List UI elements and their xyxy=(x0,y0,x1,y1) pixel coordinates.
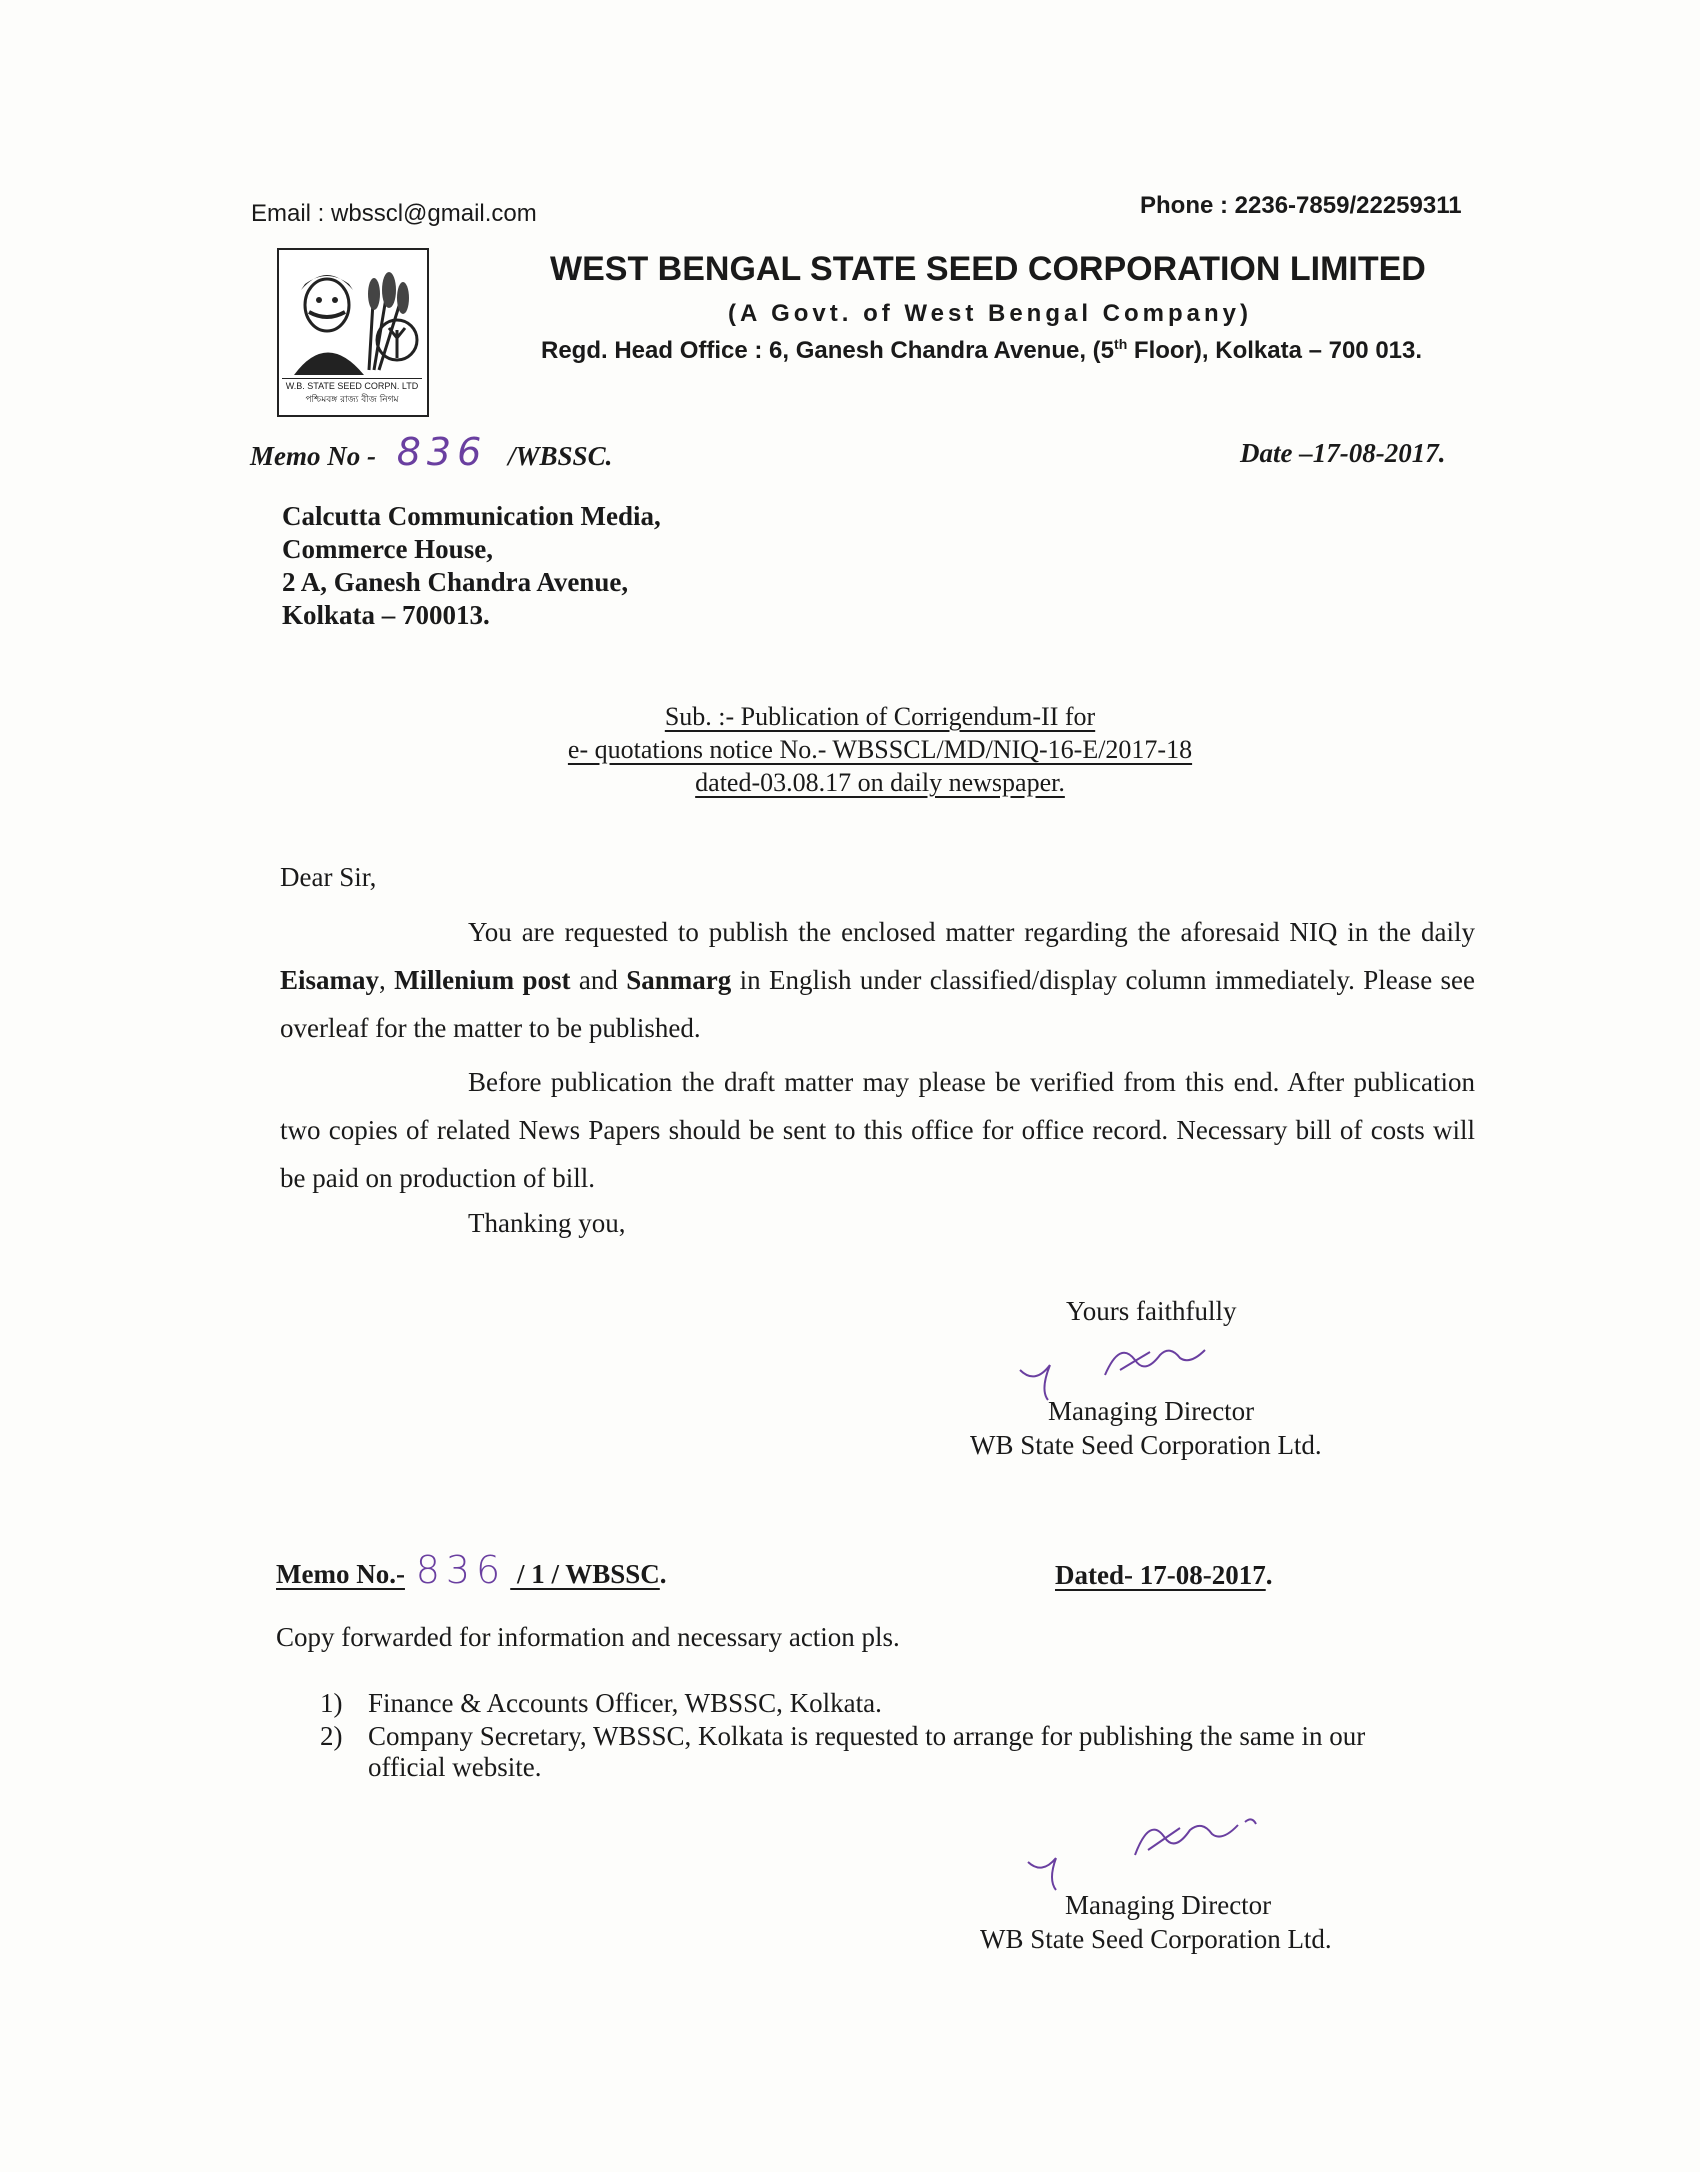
recipient-line: Commerce House, xyxy=(282,534,493,564)
list-item: 1) Finance & Accounts Officer, WBSSC, Kolkata. xyxy=(320,1688,882,1718)
recipient-address xyxy=(282,500,661,632)
copy-memo-dated: Dated- 17-08-2017. xyxy=(1055,1560,1273,1590)
phone-text: Phone : 2236-7859/22259311 xyxy=(1140,192,1462,219)
memo-number-handwritten: 836 xyxy=(396,430,488,474)
signatory-org-2: WB State Seed Corporation Ltd. xyxy=(980,1924,1332,1954)
signature-2-icon xyxy=(1020,1800,1280,1900)
body-paragraph-2: Before publication the draft matter may please be verified from this end. After publication two copies of related News Papers should be sent to this office for office record. Necessary bill of costs will be paid on production of bill. xyxy=(280,1067,1475,1193)
recipient-line: Calcutta Communication Media, xyxy=(282,501,661,531)
newspaper-sanmarg: Sanmarg xyxy=(626,965,732,995)
subject-line: e- quotations notice No.- WBSSCL/MD/NIQ-16-E/2017-18 xyxy=(567,735,1193,764)
memo-line xyxy=(250,430,612,474)
salutation: Dear Sir, xyxy=(280,862,377,892)
farmer-logo-icon xyxy=(279,250,427,380)
recipient-line: 2 A, Ganesh Chandra Avenue, xyxy=(282,567,629,597)
company-name: WEST BENGAL STATE SEED CORPORATION LIMITED xyxy=(550,250,1426,288)
signatory-title-1: Managing Director xyxy=(1048,1396,1255,1426)
list-item: 2) Company Secretary, WBSSC, Kolkata is requested to arrange for publishing the same in our official website. xyxy=(320,1721,1366,1782)
body-paragraph-1: You are requested to publish the enclosed matter regarding the aforesaid NIQ in the daily Eisamay, Millenium post and Sanmarg in English under classified/display column immediately. Please see overleaf for the matter to be published. xyxy=(280,917,1476,1043)
logo-text-bn: পশ্চিমবঙ্গ রাজ্য বীজ নিগম xyxy=(305,395,399,405)
memo-label: Memo No - xyxy=(250,441,376,471)
logo-text-en: W.B. STATE SEED CORPN. LTD xyxy=(285,381,419,391)
copy-list xyxy=(320,1688,1450,1783)
copy-memo-number-handwritten: 836 xyxy=(415,1548,507,1592)
signatory-org-1: WB State Seed Corporation Ltd. xyxy=(970,1430,1322,1460)
closing-text: Thanking you, xyxy=(468,1208,626,1238)
copy-memo-label: Memo No.- xyxy=(276,1559,405,1589)
office-address: Regd. Head Office : 6, Ganesh Chandra Avenue, (5th Floor), Kolkata – 700 013. xyxy=(541,336,1423,364)
company-logo xyxy=(277,248,429,417)
yours-faithfully: Yours faithfully xyxy=(1066,1296,1237,1326)
copy-forwarded-text: Copy forwarded for information and necessary action pls. xyxy=(276,1622,900,1652)
subject-line: Sub. :- Publication of Corrigendum-II for xyxy=(664,702,1096,731)
newspaper-eisamay: Eisamay xyxy=(280,965,380,995)
subject-line: dated-03.08.17 on daily newspaper. xyxy=(695,768,1065,797)
copy-memo-line: Memo No.- 836 / 1 / WBSSC. xyxy=(276,1548,667,1592)
company-subtitle: (A Govt. of West Bengal Company) xyxy=(728,300,1253,327)
newspaper-millenium-post: Millenium post xyxy=(394,965,571,995)
email-text: Email : wbsscl@gmail.com xyxy=(251,200,537,227)
signatory-title-2: Managing Director xyxy=(1065,1890,1272,1920)
memo-suffix: /WBSSC. xyxy=(508,441,613,471)
memo-date: Date –17-08-2017. xyxy=(1240,438,1446,468)
recipient-line: Kolkata – 700013. xyxy=(282,600,490,630)
copy-memo-suffix: / 1 / WBSSC xyxy=(510,1559,660,1589)
subject-block xyxy=(500,700,1260,799)
